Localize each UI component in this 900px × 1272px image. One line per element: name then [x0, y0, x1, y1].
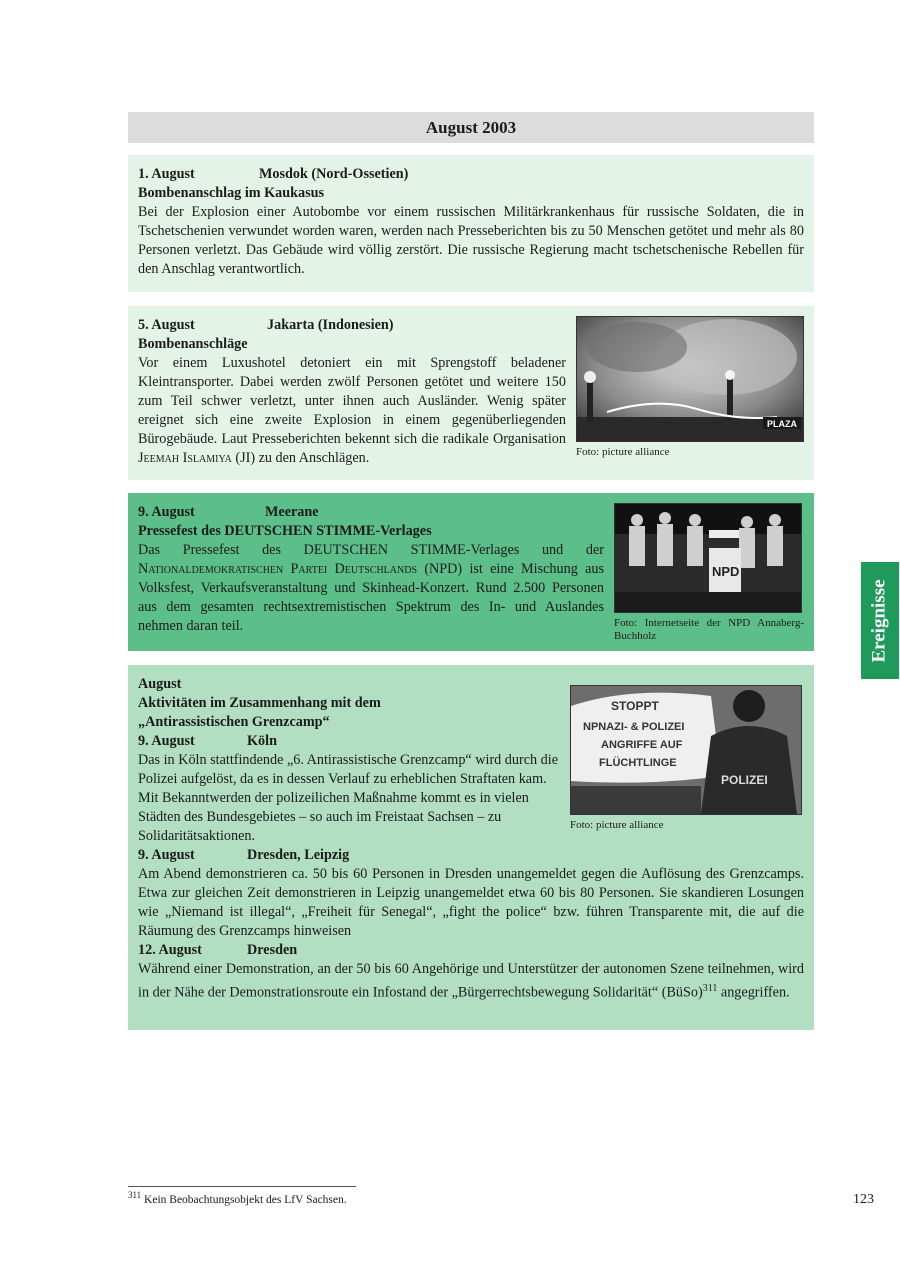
event-location: Jakarta (Indonesien) [267, 317, 394, 333]
event-headline: Bombenanschläge [138, 336, 248, 352]
subevent-date: 12. August [138, 942, 202, 958]
event-headline-line-2: „Antirassistischen Grenzcamp“ [138, 714, 330, 730]
event-location: Meerane [265, 504, 319, 520]
banner-line-3: ANGRIFFE AUF [601, 739, 683, 751]
subevent-date: 9. August [138, 733, 195, 749]
explosion-photo-image [577, 317, 803, 441]
event-date: 5. August [138, 317, 195, 333]
event-body-text: Das Pressefest des DEUTSCHEN STIMME-Verlages und der [138, 542, 604, 558]
footnote-number: 311 [128, 1190, 142, 1200]
event-headline: Pressefest des DEUTSCHEN STIMME-Verlages [138, 523, 432, 539]
party-name: Nationaldemokratischen Partei Deutschlands [138, 561, 418, 577]
subevent-dateline [138, 732, 560, 751]
section-tab-label: Ereignisse [869, 578, 891, 663]
demonstration-photo [570, 685, 802, 815]
page-number: 123 [853, 1192, 874, 1207]
banner-line-1: STOPPT [611, 699, 659, 713]
explosion-photo [576, 316, 804, 442]
photo-sign-text: PLAZA [767, 419, 797, 429]
event-box-mosdok [128, 155, 814, 292]
subevent-body [138, 960, 804, 1003]
jacket-text: POLIZEI [721, 773, 768, 787]
event-box-jakarta [128, 306, 814, 480]
demonstration-photo-image [571, 686, 801, 814]
subevent-body-text-end: angegriffen. [717, 984, 790, 1001]
subevent-location: Dresden [247, 942, 298, 958]
subevent-date: 9. August [138, 847, 195, 863]
subevent-location: Dresden, Leipzig [247, 847, 350, 863]
organization-name: Jeemah Islamiya [138, 450, 232, 466]
event-box-meerane [128, 493, 814, 651]
event-body-text: Vor einem Luxushotel detoniert ein mit Sprengstoff beladener Kleintransporter. Dabei werden zwölf Personen getötet und weitere 150 zum Teil schwer verletzt, unter ihnen auch Ausländer. Wenig später ereignet sich eine zweite Explosion in einem gegenüberliegenden Bürogebäude. Laut Presseberichten bekennt sich die radikale Organisation [138, 355, 566, 447]
footnote [128, 1190, 347, 1206]
rally-photo-image [615, 504, 801, 612]
subevent-body-text: Während einer Demonstration, an der 50 bis 60 Angehörige und Unterstützer der autonomen Szene teilnehmen, wird in der Nähe der Demonstrationsroute ein Infostand der „Bürgerrechtsbewegung Solidarität“ (BüSo) [138, 961, 804, 1001]
event-dateline [138, 165, 804, 184]
rally-photo [614, 503, 802, 613]
event-headline-line-1: Aktivitäten im Zusammenhang mit dem [138, 695, 381, 711]
photo-caption: Foto: picture alliance [576, 446, 670, 458]
event-body-text-end: (NPD) ist eine Mischung aus Volksfest, Verkaufsveranstaltung und Skinhead-Konzert. Rund 2.500 Personen aus dem gesamten rechtsextremistischen Spektrum des In- und Auslandes nehmen daran teil. [138, 561, 604, 634]
subevent-location: Köln [247, 733, 277, 749]
event-date: 9. August [138, 504, 195, 520]
footnote-reference[interactable]: 311 [702, 983, 718, 994]
section-tab [861, 562, 899, 679]
event-body: Bei der Explosion einer Autobombe vor einem russischen Militärkrankenhaus für russische Soldaten, die in Tschetschenien verwundet worden waren, werden nach Presseberichten bis zu 50 Menschen getötet und mehr als 80 Personen verletzt. Das Gebäude wird völlig zerstört. Die russische Regierung macht tschetschenische Rebellen für den Anschlag verantwortlich. [138, 204, 804, 277]
event-date: 1. August [138, 166, 195, 182]
photo-caption: Foto: Internetseite der NPD Annaberg-Buchholz [614, 617, 804, 642]
event-dateline [138, 316, 566, 335]
event-box-grenzcamp [128, 665, 814, 1030]
event-dateline [138, 503, 604, 522]
subevent-dateline [138, 941, 804, 960]
photo-caption: Foto: picture alliance [570, 819, 664, 831]
footnote-divider [128, 1186, 356, 1187]
month-header [128, 112, 814, 143]
banner-line-4: FLÜCHTLINGE [599, 757, 677, 769]
subevent-body: Das in Köln stattfindende „6. Antirassistische Grenzcamp“ wird durch die Polizei aufgelöst, da es in dessen Verlauf zu erheblichen Straftaten kam. Mit Bekanntwerden der polizeilichen Maßnahme kommt es in vielen Städten des Bundesgebietes – so auch im Freistaat Sachsen – zu Solidaritätsaktionen. [138, 752, 558, 844]
event-month: August [138, 676, 182, 692]
month-title: August 2003 [425, 118, 517, 137]
event-headline: Bombenanschlag im Kaukasus [138, 185, 325, 201]
subevent-body: Am Abend demonstrieren ca. 50 bis 60 Personen in Dresden unangemeldet gegen die Auflösung des Grenzcamps. Etwa zur gleichen Zeit demonstrieren in Leipzig unangemeldet etwa 60 bis 80 Personen. Sie skandieren Losungen wie „Niemand ist illegal“, „Freiheit für Senegal“, „fight the police“ bzw. führen Transparente mit, die auf die Räumung des Grenzcamps hinweisen [138, 866, 804, 939]
photo-podium-text: NPD [712, 564, 740, 579]
footnote-text: Kein Beobachtungsobjekt des LfV Sachsen. [144, 1193, 347, 1206]
event-location: Mosdok (Nord-Ossetien) [259, 166, 409, 182]
subevent-dateline [138, 846, 804, 865]
banner-line-2: NPNAZI- & POLIZEI [583, 721, 685, 733]
event-body-text-end: (JI) zu den Anschlägen. [231, 450, 370, 466]
